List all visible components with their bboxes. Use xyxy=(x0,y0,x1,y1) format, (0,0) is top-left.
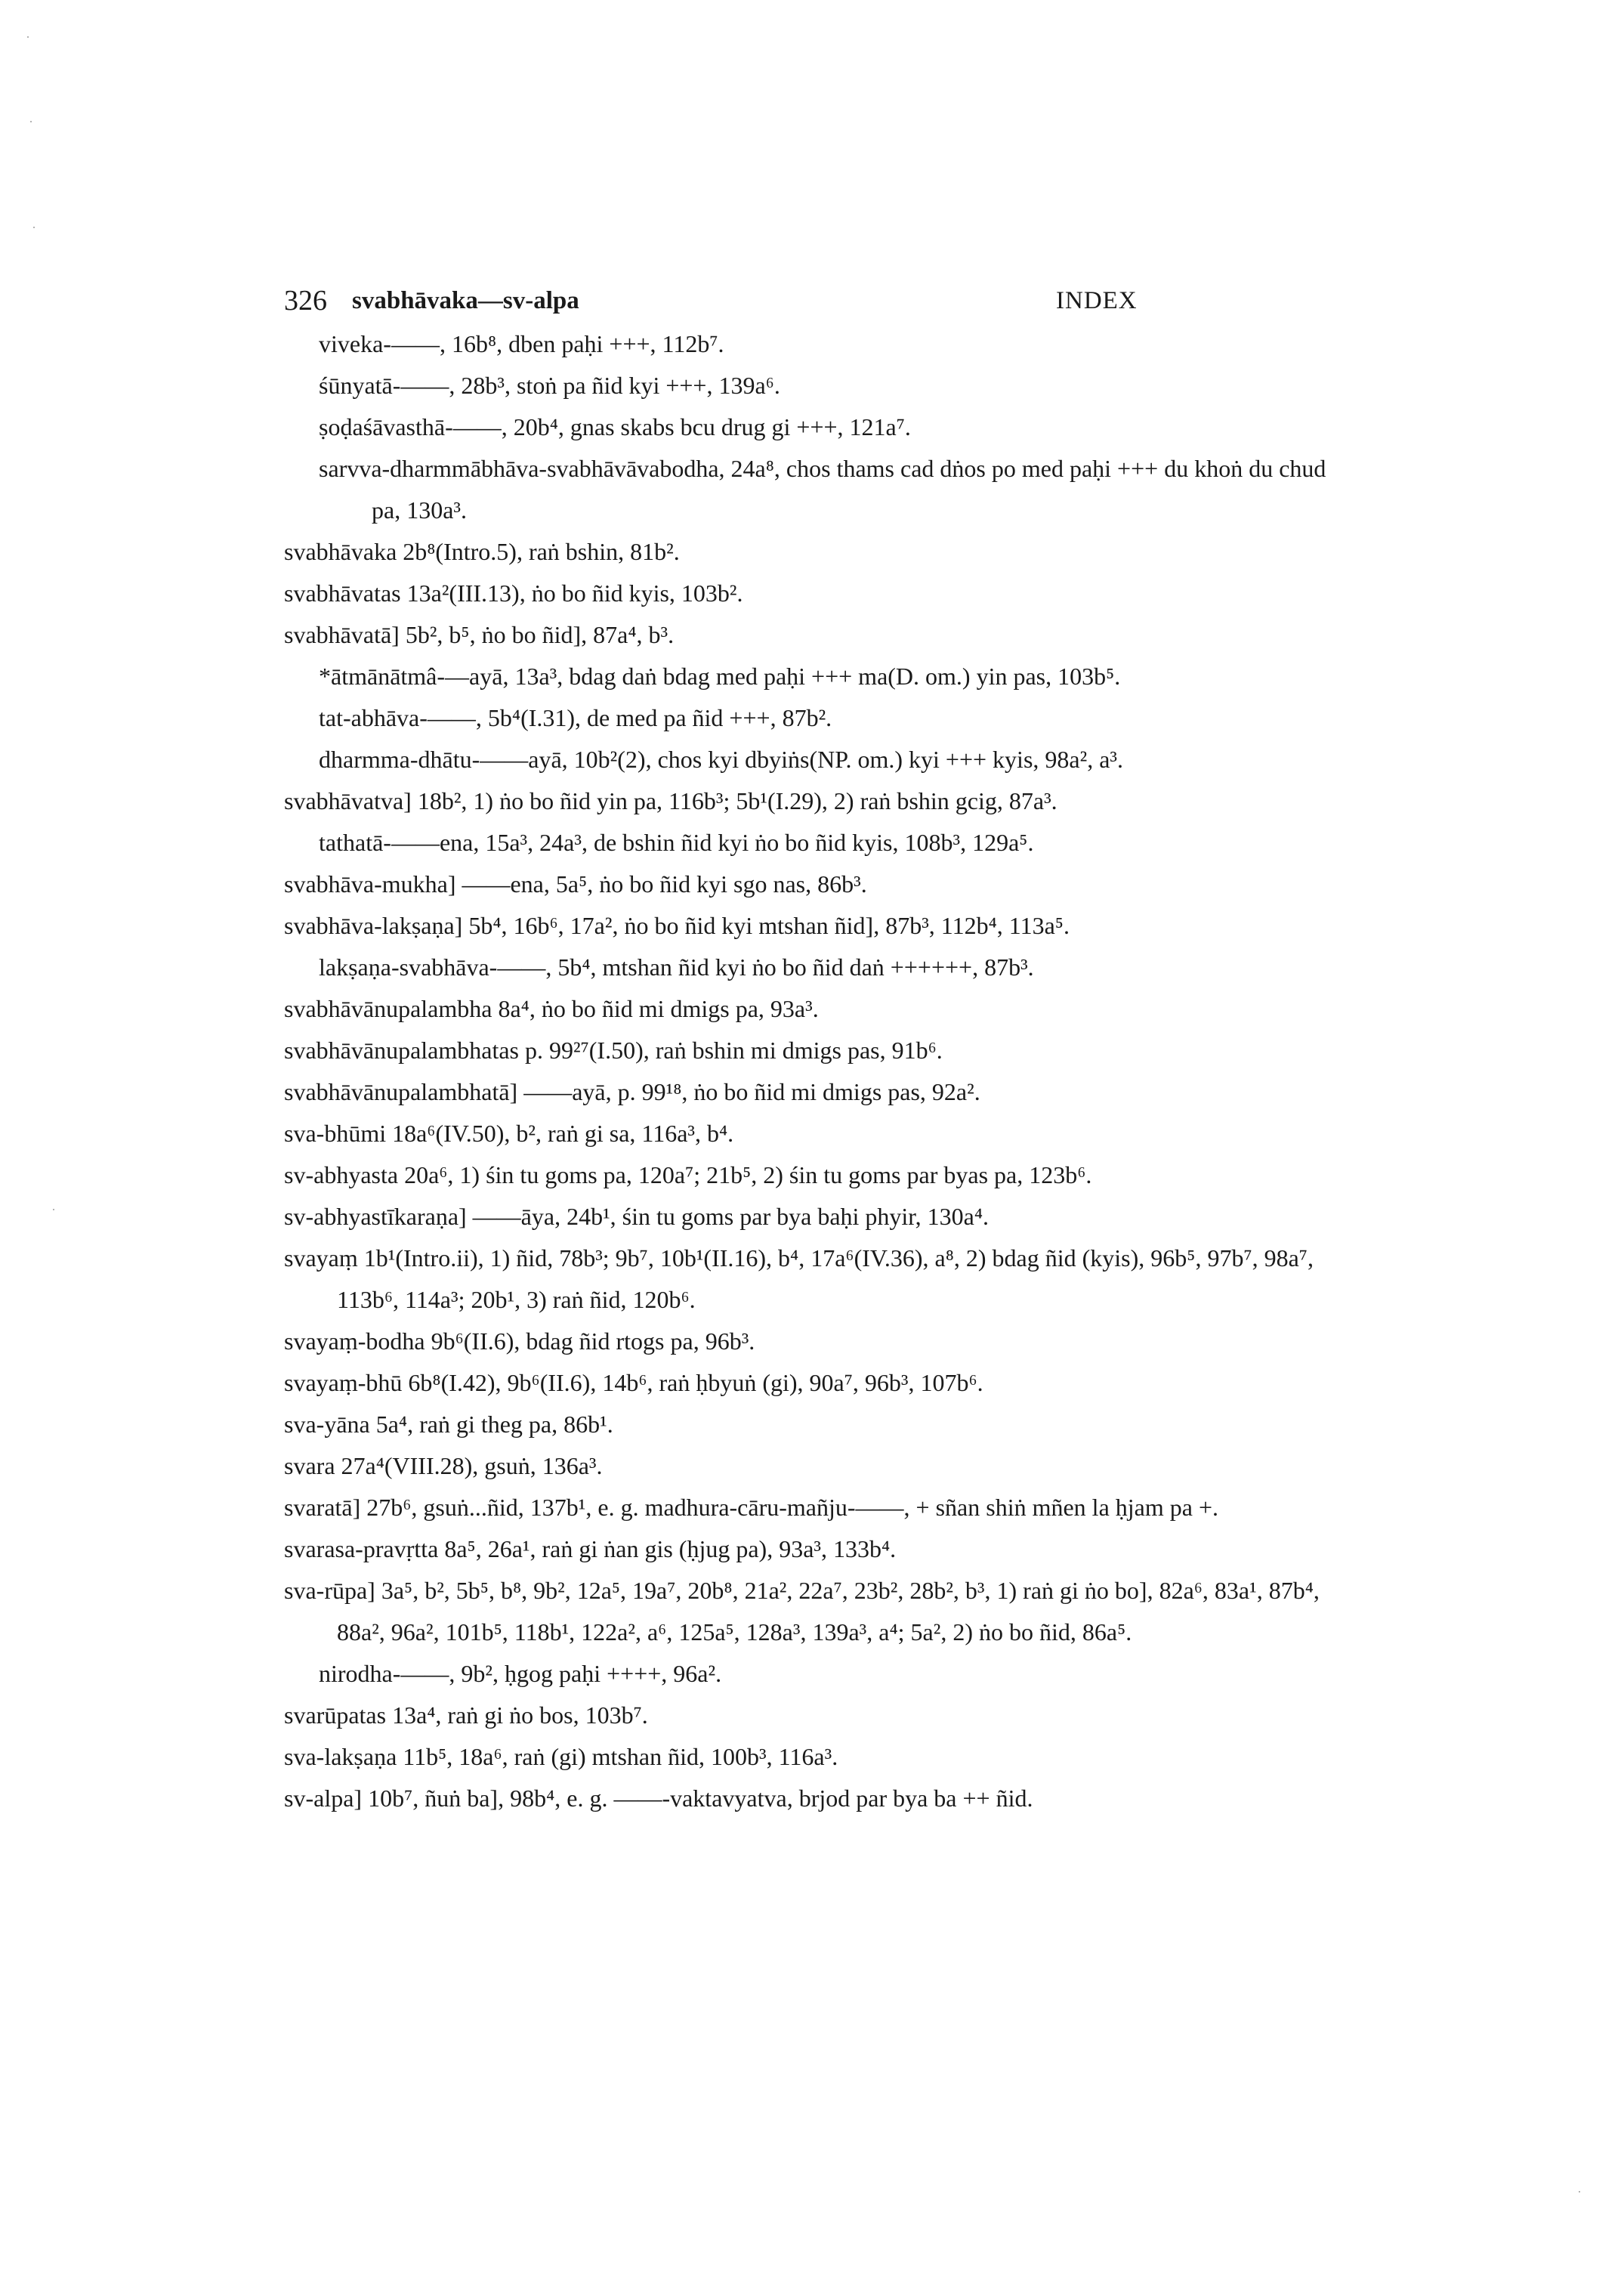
index-entry: sv-abhyastīkaraṇa] ——āya, 24b¹, śin tu goms par bya baḥi phyir, 130a⁴. xyxy=(284,1203,990,1230)
index-entry: sv-abhyasta 20a⁶, 1) śin tu goms pa, 120a⁷; 21b⁵, 2) śin tu goms par byas pa, 123b⁶. xyxy=(284,1161,1092,1188)
scan-speck xyxy=(53,1209,54,1210)
scan-speck xyxy=(30,121,32,122)
section-title: INDEX xyxy=(1056,287,1138,314)
index-entry: svabhāva-mukha] ——ena, 5a⁵, ṅo bo ñid kyi sgo nas, 86b³. xyxy=(284,870,867,898)
index-subentry: tathatā-——ena, 15a³, 24a³, de bshin ñid kyi ṅo bo ñid kyis, 108b³, 129a⁵. xyxy=(319,829,1034,856)
index-subentry: ṣoḍaśāvasthā-——, 20b⁴, gnas skabs bcu drug gi +++, 121a⁷. xyxy=(319,413,911,440)
index-entry: svabhāvānupalambha 8a⁴, ṅo bo ñid mi dmigs pa, 93a³. xyxy=(284,995,819,1022)
index-subentry: dharmma-dhātu-——ayā, 10b²(2), chos kyi dbyiṅs(NP. om.) kyi +++ kyis, 98a², a³. xyxy=(319,746,1123,773)
index-subentry: śūnyatā-——, 28b³, stoṅ pa ñid kyi +++, 139a⁶. xyxy=(319,372,780,399)
index-entry: svarūpatas 13a⁴, raṅ gi ṅo bos, 103b⁷. xyxy=(284,1701,648,1729)
index-subentry: *ātmānātmâ-—ayā, 13a³, bdag daṅ bdag med paḥi +++ ma(D. om.) yin pas, 103b⁵. xyxy=(319,663,1121,690)
index-subentry: sarvva-dharmmābhāva-svabhāvāvabodha, 24a⁸, chos thams cad dṅos po med paḥi +++ du khoṅ du chud pa, 130a³. xyxy=(319,455,1326,524)
index-subentry: lakṣaṇa-svabhāva-——, 5b⁴, mtshan ñid kyi ṅo bo ñid daṅ ++++++, 87b³. xyxy=(319,953,1034,981)
page-header xyxy=(284,278,1493,323)
index-entry: sva-rūpa] 3a⁵, b², 5b⁵, b⁸, 9b², 12a⁵, 19a⁷, 20b⁸, 21a², 22a⁷, 23b², 28b², b³, 1) raṅ gi ṅo bo], 82a⁶, 83a¹, 87b⁴, 88a², 96a², 101b⁵, 118b¹, 122a², a⁶, 125a⁵, 128a³, 139a³, a⁴; 5a², 2) ṅo bo ñid, 86a⁵. xyxy=(284,1577,1320,1646)
index-entry: svayaṃ-bhū 6b⁸(I.42), 9b⁶(II.6), 14b⁶, raṅ ḥbyuṅ (gi), 90a⁷, 96b³, 107b⁶. xyxy=(284,1369,983,1396)
index-entry: svabhāvānupalambhatā] ——ayā, p. 99¹⁸, ṅo bo ñid mi dmigs pas, 92a². xyxy=(284,1078,980,1105)
index-entry: svaratā] 27b⁶, gsuṅ...ñid, 137b¹, e. g. madhura-cāru-mañju-——, + sñan shiṅ mñen la ḥjam pa +. xyxy=(284,1494,1218,1521)
scan-speck xyxy=(27,36,29,38)
index-entry: svabhāvatā] 5b², b⁵, ṅo bo ñid], 87a⁴, b³. xyxy=(284,621,675,648)
scan-speck xyxy=(1579,2191,1580,2192)
index-entry: sv-alpa] 10b⁷, ñuṅ ba], 98b⁴, e. g. ——-vaktavyatva, brjod par bya ba ++ ñid. xyxy=(284,1785,1033,1812)
index-subentry: tat-abhāva-——, 5b⁴(I.31), de med pa ñid +++, 87b². xyxy=(319,704,832,731)
page-number: 326 xyxy=(284,285,327,317)
index-subentry: nirodha-——, 9b², ḥgog paḥi ++++, 96a². xyxy=(319,1660,722,1687)
index-entry: svabhāvatva] 18b², 1) ṅo bo ñid yin pa, 116b³; 5b¹(I.29), 2) raṅ bshin gcig, 87a³. xyxy=(284,787,1057,814)
index-entry: svarasa-pravṛtta 8a⁵, 26a¹, raṅ gi ṅan gis (ḥjug pa), 93a³, 133b⁴. xyxy=(284,1535,897,1562)
index-entry: sva-yāna 5a⁴, raṅ gi theg pa, 86b¹. xyxy=(284,1411,613,1438)
index-entry: svabhāva-lakṣaṇa] 5b⁴, 16b⁶, 17a², ṅo bo ñid kyi mtshan ñid], 87b³, 112b⁴, 113a⁵. xyxy=(284,912,1070,939)
index-entry: sva-lakṣaṇa 11b⁵, 18a⁶, raṅ (gi) mtshan ñid, 100b³, 116a³. xyxy=(284,1743,838,1770)
running-head: svabhāvaka—sv-alpa xyxy=(352,287,579,314)
index-entry: svabhāvatas 13a²(III.13), ṅo bo ñid kyis, 103b². xyxy=(284,579,743,607)
index-entry: svayaṃ-bodha 9b⁶(II.6), bdag ñid rtogs pa, 96b³. xyxy=(284,1327,755,1355)
index-entries xyxy=(284,323,1357,1819)
index-subentry: viveka-——, 16b⁸, dben paḥi +++, 112b⁷. xyxy=(319,330,724,357)
index-entry: svabhāvaka 2b⁸(Intro.5), raṅ bshin, 81b². xyxy=(284,538,680,565)
index-entry: svayaṃ 1b¹(Intro.ii), 1) ñid, 78b³; 9b⁷, 10b¹(II.16), b⁴, 17a⁶(IV.36), a⁸, 2) bdag ñid (kyis), 96b⁵, 97b⁷, 98a⁷, 113b⁶, 114a³; 20b¹, 3) raṅ ñid, 120b⁶. xyxy=(284,1244,1314,1313)
index-entry: svara 27a⁴(VIII.28), gsuṅ, 136a³. xyxy=(284,1452,603,1479)
index-entry: sva-bhūmi 18a⁶(IV.50), b², raṅ gi sa, 116a³, b⁴. xyxy=(284,1120,734,1147)
index-entry: svabhāvānupalambhatas p. 99²⁷(I.50), raṅ bshin mi dmigs pas, 91b⁶. xyxy=(284,1037,943,1064)
scan-speck xyxy=(33,227,35,228)
